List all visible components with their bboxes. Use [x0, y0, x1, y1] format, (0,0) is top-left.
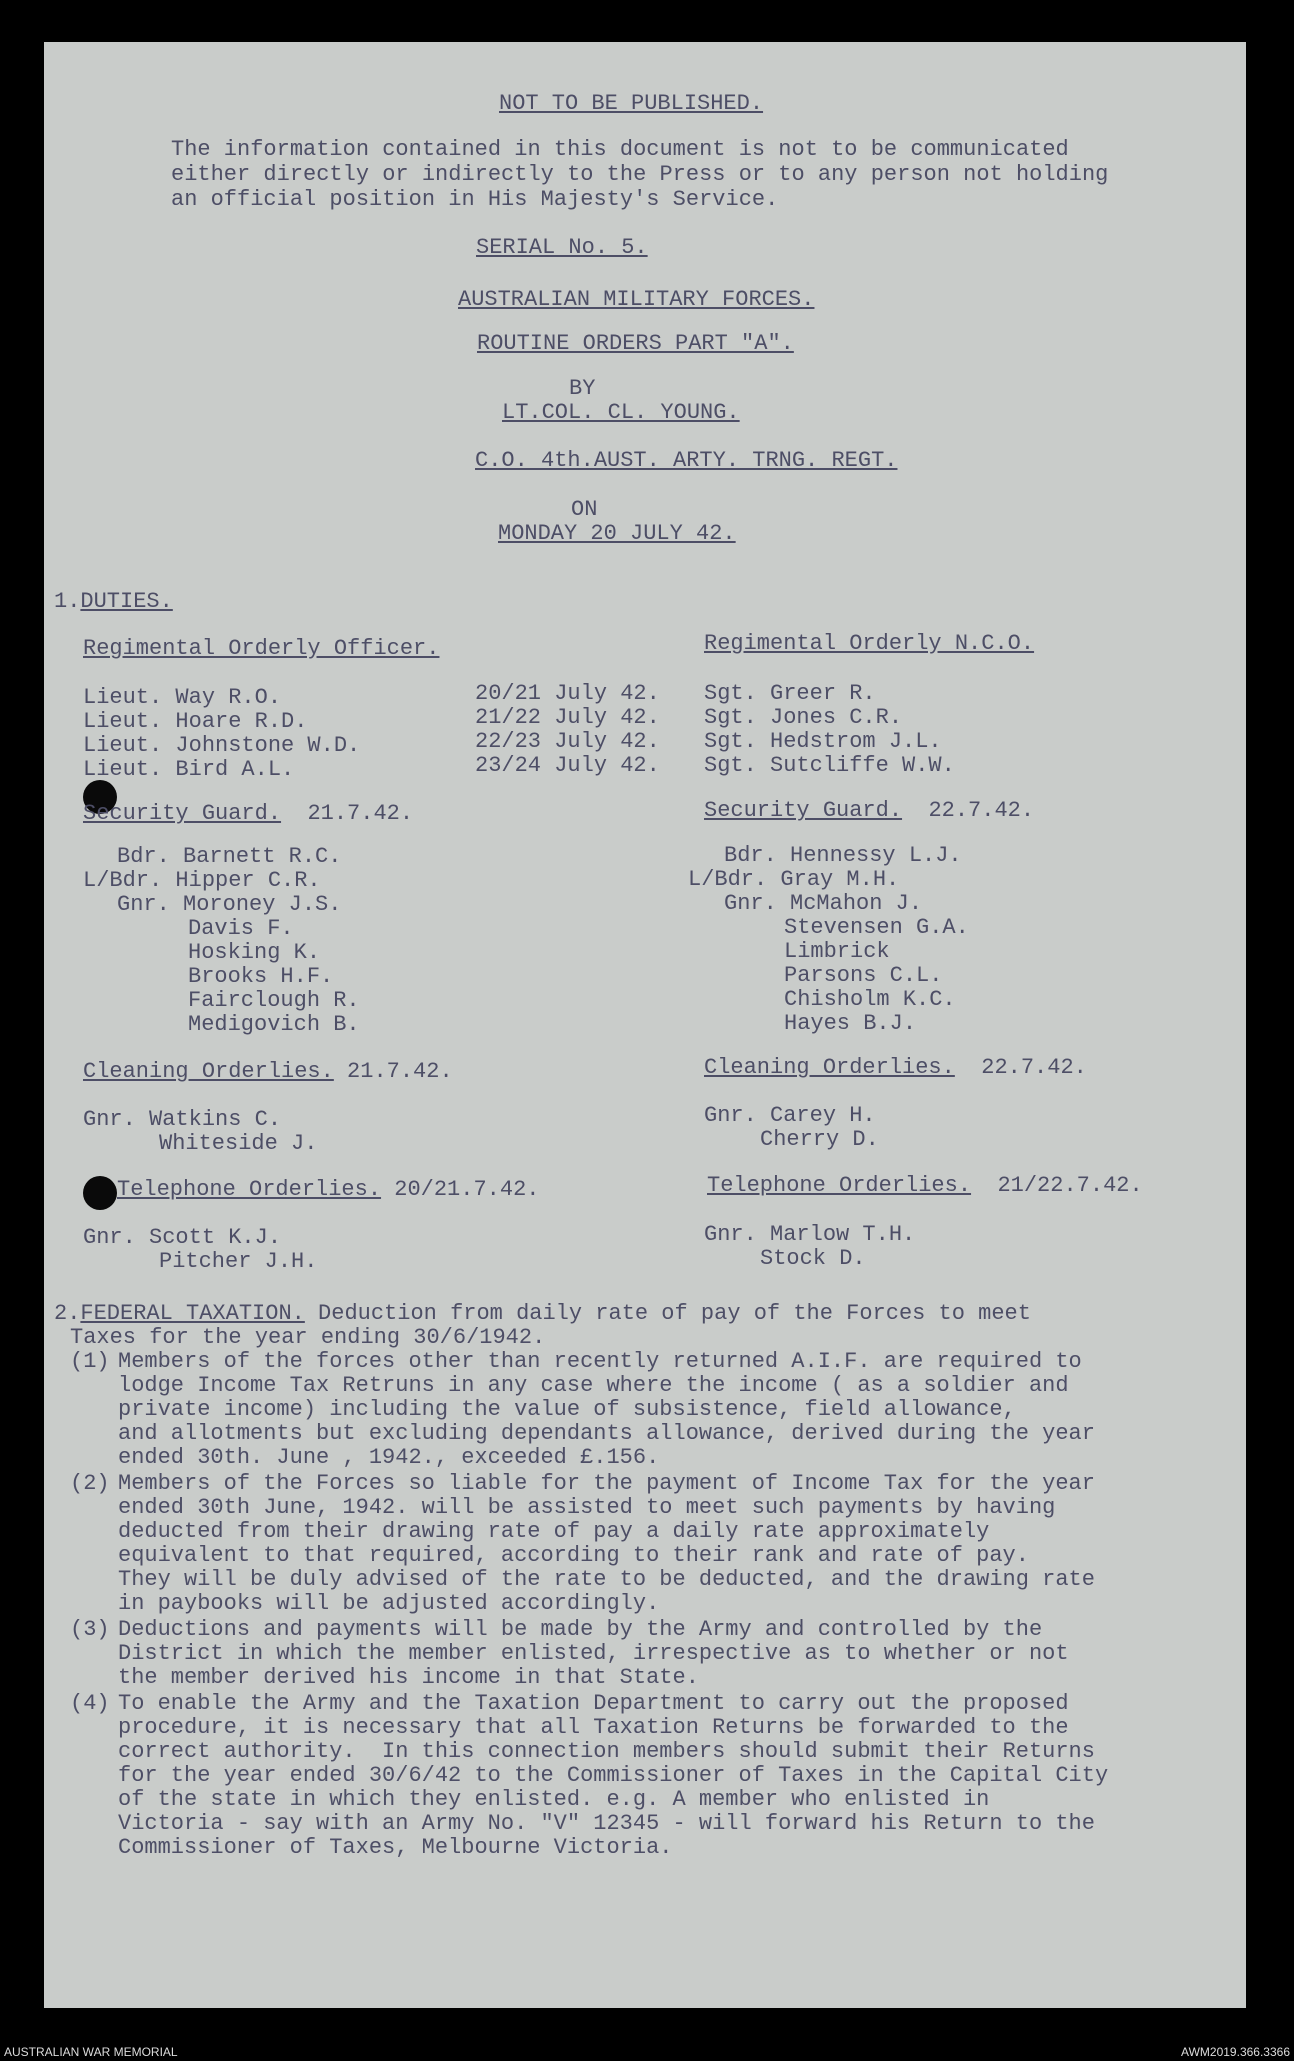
security-left-member: Medigovich B. [188, 1012, 360, 1037]
footer-catalogue-id: AWM2019.366.3366 [1181, 2045, 1290, 2059]
document-page [44, 42, 1246, 2008]
item-number: (2) [70, 1471, 110, 1496]
not-to-be-published: NOT TO BE PUBLISHED. [499, 91, 764, 116]
roo-dates: 21/22 July 42. [475, 705, 660, 730]
item-line: Victoria - say with an Army No. "V" 12345 - will forward his Return to the [118, 1811, 1095, 1836]
serial-number: SERIAL No. 5. [476, 235, 648, 260]
item-line: procedure, it is necessary that all Taxation Returns be forwarded to the [118, 1715, 1069, 1740]
item-line: the member derived his income in that State. [118, 1665, 699, 1690]
rnco-name: Sgt. Sutcliffe W.W. [704, 753, 955, 778]
telephone-right-heading: Telephone Orderlies. 21/22.7.42. [707, 1173, 1143, 1198]
item-line: Commissioner of Taxes, Melbourne Victoria. [118, 1835, 673, 1860]
item-line: Members of the forces other than recently returned A.I.F. are required to [118, 1349, 1082, 1374]
item-line: private income) including the value of subsistence, field allowance, [118, 1397, 1016, 1422]
forces-title: AUSTRALIAN MILITARY FORCES. [458, 287, 815, 312]
routine-orders-title: ROUTINE ORDERS PART "A". [477, 331, 794, 356]
cleaning-right-heading: Cleaning Orderlies. 22.7.42. [704, 1055, 1087, 1080]
security-right-member: Bdr. Hennessy L.J. [724, 843, 962, 868]
item-line: District in which the member enlisted, irrespective as to whether or not [118, 1641, 1069, 1666]
telephone-right-member: Stock D. [760, 1246, 866, 1271]
security-right-member: Chisholm K.C. [784, 987, 956, 1012]
security-right-member: Hayes B.J. [784, 1011, 917, 1036]
security-guard-left-heading: Security Guard. 21.7.42. [83, 801, 414, 826]
rnco-title: Regimental Orderly N.C.O. [704, 631, 1035, 656]
cleaning-left-member: Whiteside J. [159, 1131, 318, 1156]
item-number: (1) [70, 1349, 110, 1374]
item-line: deducted from their drawing rate of pay a daily rate approximately [118, 1519, 990, 1544]
cleaning-right-member: Gnr. Carey H. [704, 1103, 876, 1128]
item-line: They will be duly advised of the rate to be deducted, and the drawing rate [118, 1567, 1095, 1592]
item-number: (4) [70, 1691, 110, 1716]
telephone-left-member: Pitcher J.H. [159, 1249, 318, 1274]
security-right-member: Limbrick [784, 939, 890, 964]
security-guard-right-heading: Security Guard. 22.7.42. [704, 798, 1035, 823]
roo-officer: Lieut. Johnstone W.D. [83, 733, 361, 758]
taxation-intro-line: Taxes for the year ending 30/6/1942. [70, 1325, 546, 1350]
item-number: (3) [70, 1617, 110, 1642]
security-left-member: Hosking K. [188, 940, 321, 965]
roo-officer: Lieut. Bird A.L. [83, 757, 295, 782]
punch-hole-bottom [83, 1176, 117, 1210]
security-left-member: Gnr. Moroney J.S. [117, 892, 342, 917]
notice-line-1: The information contained in this document is not to be communicated [171, 137, 1069, 162]
security-right-member: Stevensen G.A. [784, 915, 969, 940]
unit-name: C.O. 4th.AUST. ARTY. TRNG. REGT. [475, 448, 898, 473]
item-line: lodge Income Tax Retruns in any case where the income ( as a soldier and [118, 1373, 1069, 1398]
taxation-heading: 2.FEDERAL TAXATION. Deduction from daily rate of pay of the Forces to meet [54, 1301, 1031, 1326]
telephone-left-member: Gnr. Scott K.J. [83, 1225, 282, 1250]
telephone-right-member: Gnr. Marlow T.H. [704, 1222, 916, 1247]
on-label: ON [571, 497, 598, 522]
duties-heading: 1.DUTIES. [54, 589, 173, 614]
item-line: ended 30th June, 1942. will be assisted to meet such payments by having [118, 1495, 1056, 1520]
roo-officer: Lieut. Hoare R.D. [83, 709, 308, 734]
item-line: correct authority. In this connection members should submit their Returns [118, 1739, 1095, 1764]
item-line: Members of the Forces so liable for the payment of Income Tax for the year [118, 1471, 1095, 1496]
item-line: in paybooks will be adjusted accordingly. [118, 1591, 660, 1616]
rnco-name: Sgt. Jones C.R. [704, 705, 903, 730]
item-line: for the year ended 30/6/42 to the Commissioner of Taxes in the Capital City [118, 1763, 1109, 1788]
security-left-member: Davis F. [188, 916, 294, 941]
roo-title: Regimental Orderly Officer. [83, 636, 440, 661]
footer-archive-name: AUSTRALIAN WAR MEMORIAL [4, 2045, 178, 2059]
security-left-member: Brooks H.F. [188, 964, 334, 989]
commanding-officer: LT.COL. CL. YOUNG. [502, 400, 740, 425]
cleaning-left-member: Gnr. Watkins C. [83, 1107, 282, 1132]
rnco-name: Sgt. Greer R. [704, 681, 876, 706]
security-right-member: Gnr. McMahon J. [724, 891, 923, 916]
roo-dates: 22/23 July 42. [475, 729, 660, 754]
security-left-member: L/Bdr. Hipper C.R. [83, 868, 321, 893]
security-right-member: Parsons C.L. [784, 963, 943, 988]
notice-line-2: either directly or indirectly to the Press or to any person not holding [171, 162, 1109, 187]
roo-officer: Lieut. Way R.O. [83, 685, 282, 710]
roo-dates: 23/24 July 42. [475, 753, 660, 778]
item-line: and allotments but excluding dependants allowance, derived during the year [118, 1421, 1095, 1446]
security-left-member: Bdr. Barnett R.C. [117, 844, 342, 869]
by-label: BY [569, 376, 596, 401]
item-line: of the state in which they enlisted. e.g. A member who enlisted in [118, 1787, 990, 1812]
security-right-member: L/Bdr. Gray M.H. [688, 867, 900, 892]
item-line: equivalent to that required, according to their rank and rate of pay. [118, 1543, 1029, 1568]
rnco-name: Sgt. Hedstrom J.L. [704, 729, 942, 754]
order-date: MONDAY 20 JULY 42. [498, 521, 736, 546]
notice-line-3: an official position in His Majesty's Service. [171, 187, 779, 212]
security-left-member: Fairclough R. [188, 988, 360, 1013]
item-line: To enable the Army and the Taxation Department to carry out the proposed [118, 1691, 1069, 1716]
roo-dates: 20/21 July 42. [475, 681, 660, 706]
cleaning-left-heading: Cleaning Orderlies. 21.7.42. [83, 1059, 453, 1084]
item-line: ended 30th. June , 1942., exceeded £.156. [118, 1445, 660, 1470]
telephone-left-heading: Telephone Orderlies. 20/21.7.42. [117, 1177, 540, 1202]
cleaning-right-member: Cherry D. [760, 1127, 879, 1152]
item-line: Deductions and payments will be made by the Army and controlled by the [118, 1617, 1043, 1642]
